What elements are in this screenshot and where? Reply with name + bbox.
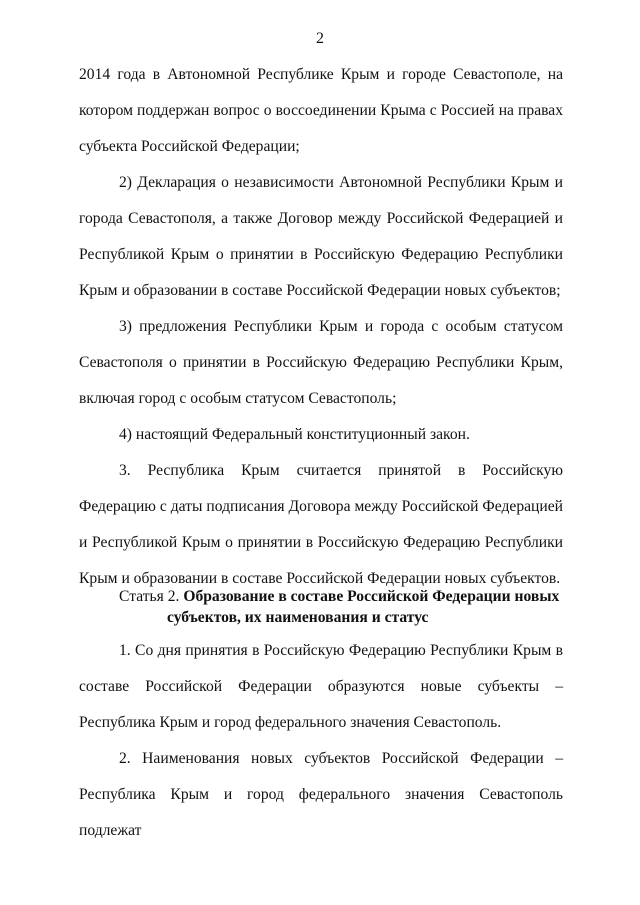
article-title-line-2: субъектов, их наименования и статус (167, 609, 429, 626)
paragraph-referendum-continued: 2014 года в Автономной Республике Крым и городе Севастополе, на котором поддержан вопрос о воссоединении Крыма с Россией на правах субъекта Российской Федерации; (79, 66, 563, 155)
paragraph-declaration: 2) Декларация о независимости Автономной Республики Крым и города Севастополя, а также Договор между Российской Федерацией и Республикой Крым о принятии в Российскую Федерацию Республики Крым и образовании в составе Российской Федерации новых субъектов; (79, 174, 563, 299)
paragraph-this-law: 4) настоящий Федеральный конституционный закон. (119, 426, 470, 443)
paragraph-article2-point-1: 1. Со дня принятия в Российскую Федерацию Республики Крым в составе Российской Федерации образуются новые субъекты – Республика Крым и город федерального значения Севастополь. (79, 642, 563, 731)
paragraph-proposals: 3) предложения Республики Крым и города с особым статусом Севастополя о принятии в Российскую Федерацию Республики Крым, включая город с особым статусом Севастополь; (79, 318, 563, 407)
article-number: Статья 2. (119, 588, 180, 605)
text-block-lower (79, 633, 563, 849)
article-heading (79, 586, 563, 628)
text-block-upper (79, 57, 563, 597)
article-title-line-1: Образование в составе Российской Федерации новых (183, 588, 560, 605)
page-number: 2 (316, 30, 324, 47)
paragraph-article2-point-2: 2. Наименования новых субъектов Российской Федерации – Республика Крым и город федерального значения Севастополь подлежат (79, 750, 563, 839)
paragraph-point-3: 3. Республика Крым считается принятой в Российскую Федерацию с даты подписания Договора между Российской Федерацией и Республикой Крым о принятии в Российскую Федерацию Республики Крым и образовании в составе Российской Федерации новых субъектов. (79, 462, 563, 587)
